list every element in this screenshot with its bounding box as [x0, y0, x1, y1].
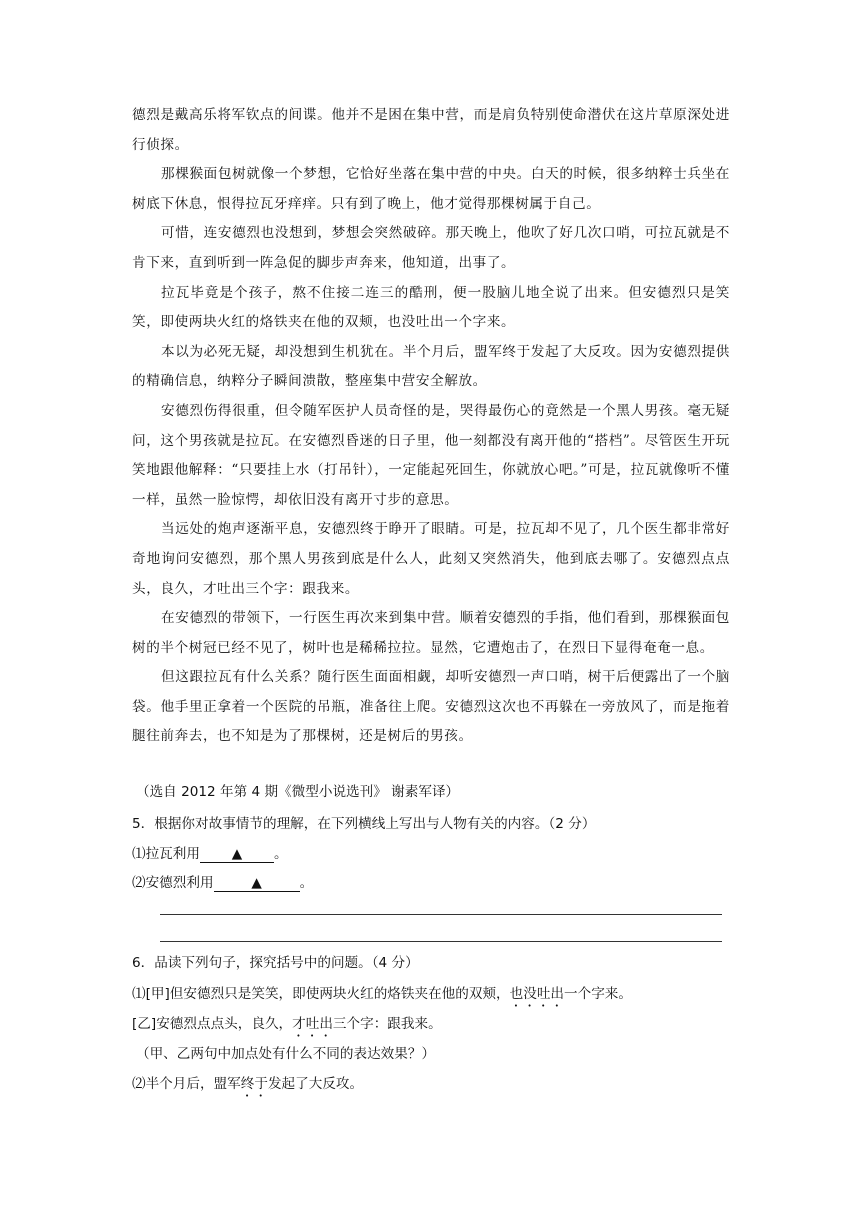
answer-line[interactable]: [160, 941, 722, 942]
period: 。: [273, 846, 288, 862]
story-paragraph: 德烈是戴高乐将军钦点的间谍。他并不是困在集中营，而是肩负特别使命潜伏在这片草原深处进行侦探。: [132, 107, 730, 153]
sentence-text: 三个字：跟我来。: [332, 1016, 442, 1032]
sentence-text: ⑵半个月后，盟军: [132, 1076, 241, 1092]
period: 。: [299, 875, 314, 891]
triangle-icon: ▲: [231, 846, 243, 862]
question-6-sentence-yi: [132, 1014, 732, 1040]
story-paragraph: 那棵猴面包树就像一个梦想，它恰好坐落在集中营的中央。白天的时候，很多纳粹士兵坐在树底下休息，恨得拉瓦牙痒痒。只有到了晚上，他才觉得那棵树属于自己。: [132, 166, 730, 212]
answer-blank-1[interactable]: [200, 846, 274, 863]
story-paragraph: 本以为必死无疑，却没想到生机犹在。半个月后，盟军终于发起了大反攻。因为安德烈提供的精确信息，纳粹分子瞬间溃散，整座集中营安全解放。: [132, 343, 730, 390]
story-paragraph: 当远处的炮声逐渐平息，安德烈终于睁开了眼睛。可是，拉瓦却不见了，几个医生都非常好奇地询问安德烈，那个黑人男孩到底是什么人，此刻又突然消失，他到底去哪了。安德烈点点头，良久，才吐出三个字：跟我来。: [132, 521, 730, 597]
answer-blank-2[interactable]: [214, 875, 300, 892]
triangle-icon: ▲: [251, 875, 262, 891]
story-text: [132, 101, 730, 752]
question-6-sentence-2: [132, 1074, 732, 1100]
dotted-words: 也没吐出: [509, 986, 565, 1002]
sentence-text: ⑴[甲]但安德烈只是笑笑，即使两块火红的烙铁夹在他的双颊，: [132, 986, 510, 1002]
question-5-item-1: [132, 844, 732, 864]
item-1-label: ⑴拉瓦利用: [132, 846, 200, 862]
story-paragraph: 拉瓦毕竟是个孩子，熬不住接二连三的酷刑，便一股脑儿地全说了出来。但安德烈只是笑笑，即使两块火红的烙铁夹在他的双颊，也没吐出一个字来。: [132, 284, 730, 331]
story-paragraph: 安德烈伤得很重，但令随军医护人员奇怪的是，哭得最伤心的竟然是一个黑人男孩。毫无疑问，这个男孩就是拉瓦。在安德烈昏迷的日子里，他一刻都没有离开他的“搭档”。尽管医生开玩笑地跟他解释：“只要挂上水（打吊针），一定能起死回生，你就放心吧。”可是，拉瓦就像听不懂一样，虽然一脸惊愕，却依旧没有离开寸步的意思。: [132, 402, 730, 508]
question-5-title: 5．根据你对故事情节的理解，在下列横线上写出与人物有关的内容。（2 分）: [132, 816, 596, 832]
sentence-text: 发起了大反攻。: [267, 1076, 364, 1092]
question-6-sentence-jia: [132, 984, 732, 1010]
question-6-title: 6．品读下列句子，探究括号中的问题。（4 分）: [132, 955, 419, 971]
item-2-label: ⑵安德烈利用: [132, 875, 214, 891]
story-paragraph: 可惜，连安德烈也没想到，梦想会突然破碎。那天晚上，他吹了好几次口哨，可拉瓦就是不肯下来，直到听到一阵急促的脚步声奔来，他知道，出事了。: [132, 225, 730, 271]
answer-line[interactable]: [160, 914, 722, 915]
story-source: （选自 2012 年第 4 期《微型小说选刊》 谢素军译）: [136, 784, 460, 800]
dotted-words: 终于: [240, 1076, 268, 1092]
dotted-words: 才吐出: [292, 1016, 333, 1032]
sentence-text: [乙]安德烈点点头，良久，: [132, 1016, 293, 1032]
sentence-text: 一个字来。: [564, 986, 632, 1002]
story-paragraph: 在安德烈的带领下，一行医生再次来到集中营。顺着安德烈的手指，他们看到，那棵猴面包树的半个树冠已经不见了，树叶也是稀稀拉拉。显然，它遭炮击了，在烈日下显得奄奄一息。: [132, 610, 730, 656]
question-5-item-2: [132, 873, 732, 893]
story-paragraph: 但这跟拉瓦有什么关系？随行医生面面相觑，却听安德烈一声口哨，树干后便露出了一个脑袋。他手里正拿着一个医院的吊瓶，准备往上爬。安德烈这次也不再躲在一旁放风了，而是拖着腿往前奔去，也不知是为了那棵树，还是树后的男孩。: [132, 669, 730, 745]
question-6-prompt: （甲、乙两句中加点处有什么不同的表达效果？）: [136, 1046, 436, 1062]
